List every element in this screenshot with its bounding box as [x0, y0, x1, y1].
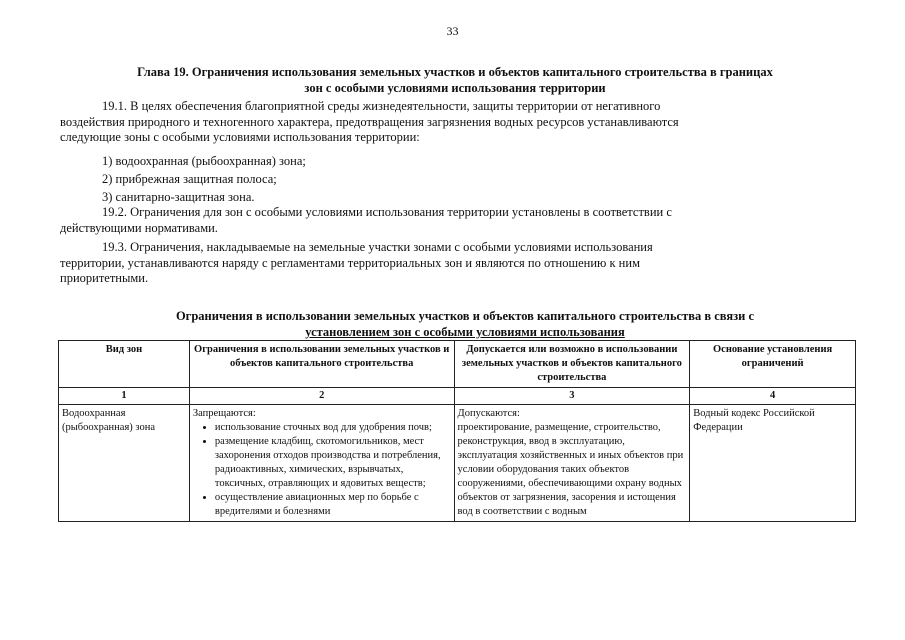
list-item: 2) прибрежная защитная полоса; [102, 172, 277, 186]
col-number: 3 [454, 388, 690, 405]
restrictions-list [193, 421, 451, 519]
table-title-line1: Ограничения в использовании земельных участков и объектов капитального строительства в связи с [175, 309, 755, 323]
restrictions-heading: Запрещаются: [192, 408, 256, 419]
p2-line1: 19.2. Ограничения для зон с особыми условиями использования территории установлены в соответствии с [102, 205, 672, 219]
restrictions-table [58, 340, 856, 522]
allowed-heading: Допускаются: [457, 408, 520, 419]
chapter-title-line2: зон с особыми условиями использования территории [304, 81, 606, 95]
header-zone-type: Вид зон [59, 341, 190, 388]
header-basis: Основание установления ограничений [690, 341, 856, 388]
col-number: 2 [189, 388, 454, 405]
p1-line2: воздействия природного и техногенного характера, предотвращения загрязнения водных ресурсов устанавливаются [60, 114, 679, 129]
paragraph-19-3 [60, 240, 850, 287]
paragraph-19-2 [60, 205, 850, 236]
table-column-numbers-row [59, 388, 856, 405]
col-number: 1 [59, 388, 190, 405]
p1-line3: следующие зоны с особыми условиями использования территории: [60, 130, 420, 144]
list-item: 3) санитарно-защитная зона. [102, 190, 255, 204]
list-item: • осуществление авиационных мер по борьбе с вредителями и болезнями [215, 491, 451, 519]
paragraph-19-1 [60, 99, 850, 146]
page-number: 33 [446, 24, 459, 38]
table-row [59, 405, 856, 522]
table-title-line2: установлением зон с особыми условиями использования [305, 325, 625, 339]
p3-line3: приоритетными. [60, 271, 149, 285]
table-title [80, 308, 850, 340]
restrictions-cell [189, 405, 454, 522]
p1-line1: 19.1. В целях обеспечения благоприятной среды жизнедеятельности, защиты территории от негативного [102, 99, 661, 113]
header-restrictions: Ограничения в использовании земельных участков и объектов капитального строительства [189, 341, 454, 388]
p2-line2: действующими нормативами. [60, 220, 218, 235]
chapter-title-line1: Глава 19. Ограничения использования земельных участков и объектов капитального строительства в границах [137, 65, 773, 79]
p3-line1: 19.3. Ограничения, накладываемые на земельные участки зонами с особыми условиями использования [102, 240, 653, 254]
allowed-text: проектирование, размещение, строительство, реконструкция, ввод в эксплуатацию, эксплуатация хозяйственных и иных объектов при условии оборудования таких объектов сооружениями, обеспечивающими охрану водных объектов от загрязнения, засорения и истощения вод в соответствии с водным [457, 422, 684, 517]
list-item: 1) водоохранная (рыбоохранная) зона; [102, 154, 306, 168]
col-number: 4 [690, 388, 856, 405]
allowed-cell [454, 405, 690, 522]
zone-cell: Водоохранная (рыбоохранная) зона [59, 405, 190, 522]
table-header-row [59, 341, 856, 388]
chapter-title [60, 64, 850, 96]
list-item: • использование сточных вод для удобрения почв; [215, 421, 451, 435]
basis-cell: Водный кодекс Российской Федерации [690, 405, 856, 522]
header-allowed: Допускается или возможно в использовании земельных участков и объектов капитального строительства [454, 341, 690, 388]
list-item: • размещение кладбищ, скотомогильников, мест захоронения отходов производства и потребления, радиоактивных, химических, взрывчатых, токсичных, отравляющих и ядовитых веществ; [215, 435, 451, 491]
p3-line2: территории, устанавливаются наряду с регламентами территориальных зон и являются по отношению к ним [60, 255, 640, 270]
